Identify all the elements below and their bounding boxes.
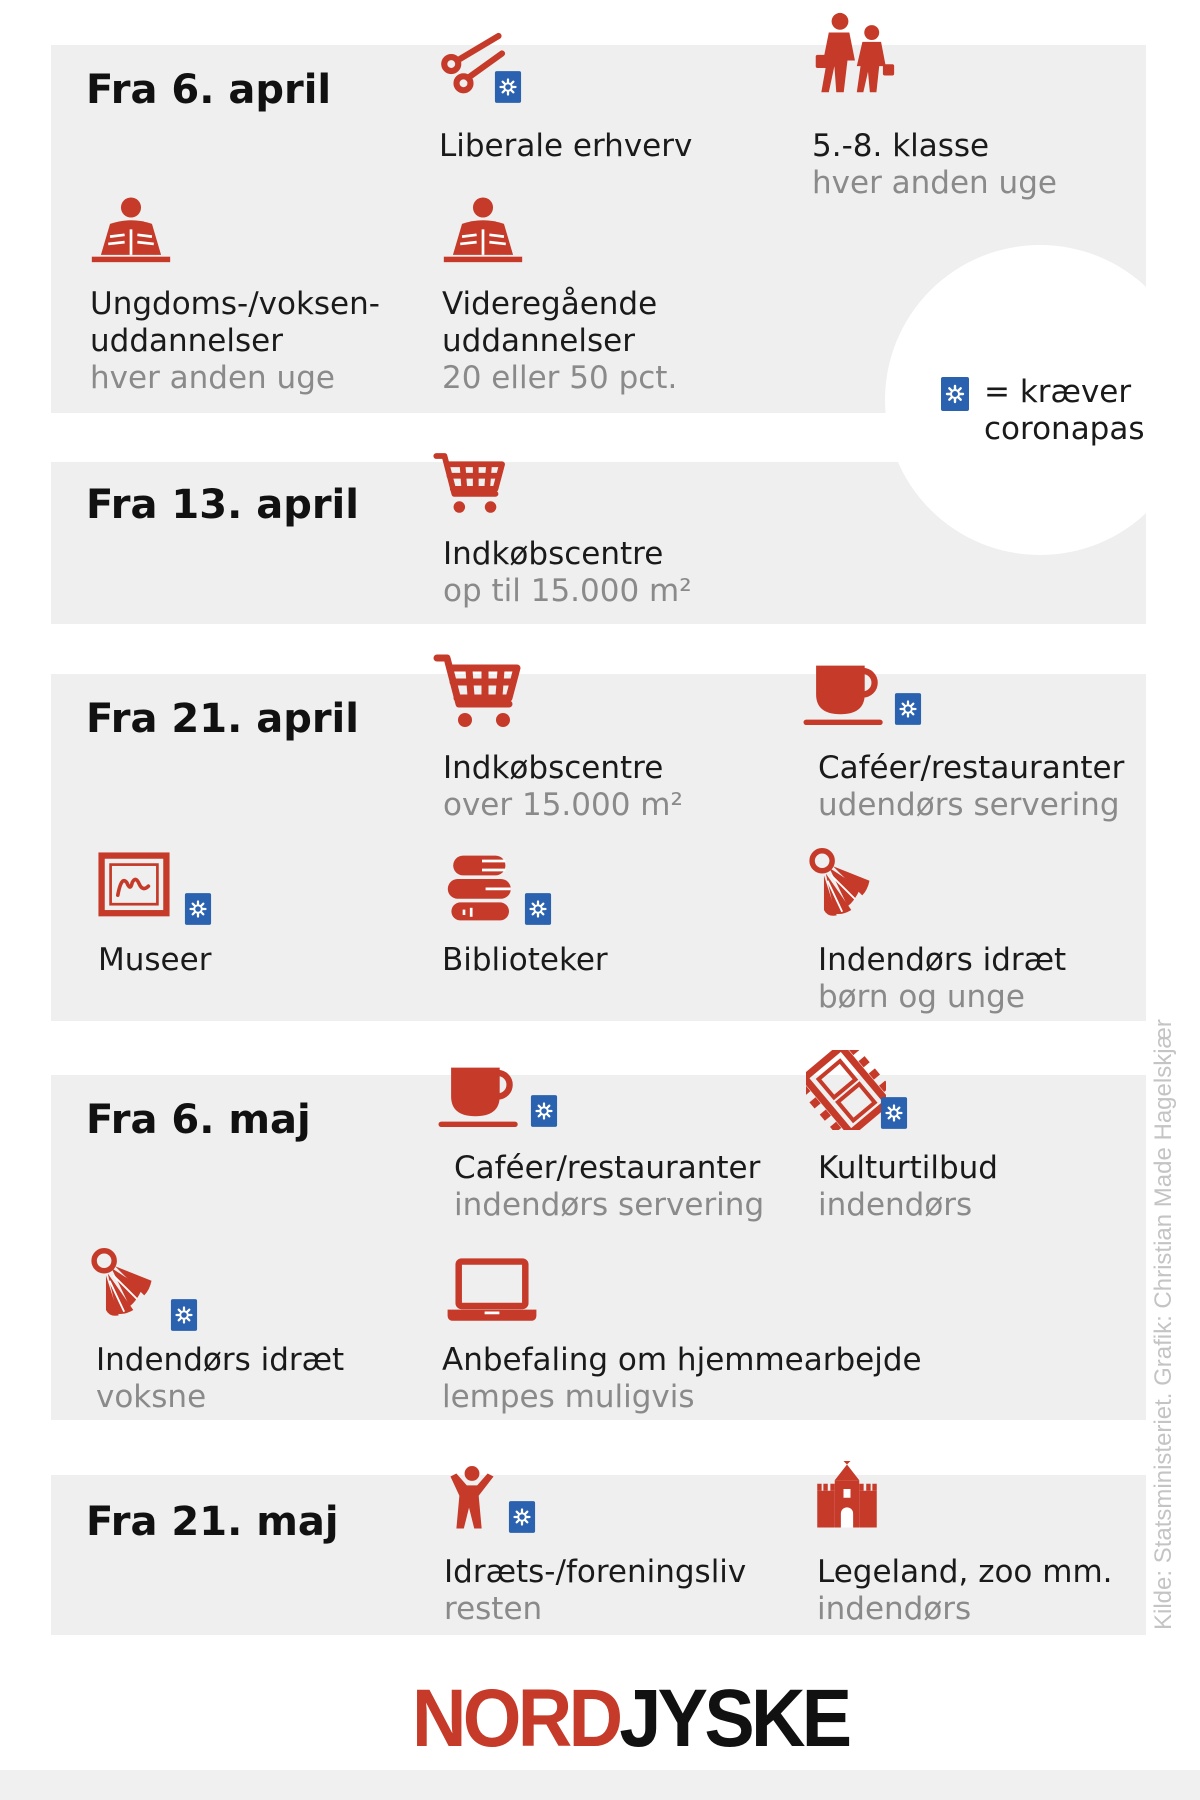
item-indendoers-idraet-voksne xyxy=(88,1248,428,1416)
item-label: Anbefaling om hjemmearbejde xyxy=(442,1342,922,1378)
item-sub: børn og unge xyxy=(818,979,1025,1015)
item-kulturtilbud xyxy=(806,1050,1146,1224)
coronapas-icon xyxy=(508,1500,536,1534)
students-icon xyxy=(812,12,896,96)
books-icon xyxy=(446,852,518,924)
coronapas-icon xyxy=(170,1298,198,1332)
film-strip-icon xyxy=(806,1050,886,1130)
coffee-cup-icon xyxy=(800,662,888,734)
laptop-icon xyxy=(442,1256,542,1330)
item-label: Ungdoms-/voksen- xyxy=(90,286,380,322)
item-museer xyxy=(96,852,436,979)
item-label: Kulturtilbud xyxy=(818,1150,998,1186)
item-cafeer-indendoers xyxy=(436,1064,776,1224)
item-idraets-foreningsliv xyxy=(446,1460,786,1628)
legend-line-2: coronapas xyxy=(984,411,1145,447)
coronapas-icon xyxy=(894,692,922,726)
section-date: Fra 13. april xyxy=(86,482,359,528)
item-sub: hver anden uge xyxy=(812,165,1057,201)
item-label: Museer xyxy=(98,942,212,978)
logo-part-2: JYSKE xyxy=(619,1673,849,1764)
item-label: Biblioteker xyxy=(442,942,608,978)
item-label: Legeland, zoo mm. xyxy=(817,1554,1113,1590)
section-date: Fra 6. maj xyxy=(86,1097,311,1143)
coronapas-icon xyxy=(940,376,970,412)
footer-strip xyxy=(0,1770,1200,1800)
section-date: Fra 6. april xyxy=(86,67,332,113)
item-sub: udendørs servering xyxy=(818,787,1120,823)
coffee-cup-icon xyxy=(436,1064,522,1136)
item-label: Indkøbscentre xyxy=(443,536,664,572)
item-sub: op til 15.000 m² xyxy=(443,573,692,609)
item-liberale-erhverv xyxy=(439,28,779,165)
nordjyske-logo xyxy=(412,1672,848,1766)
logo-part-1: NORD xyxy=(412,1673,620,1764)
coronapas-icon xyxy=(184,892,212,926)
section-date: Fra 21. april xyxy=(86,696,359,742)
item-label: Caféer/restauranter xyxy=(818,750,1125,786)
item-indkoebscentre-over xyxy=(433,650,773,824)
item-hjemmearbejde xyxy=(442,1256,962,1416)
item-sub: over 15.000 m² xyxy=(443,787,683,823)
item-indendoers-idraet-boern xyxy=(806,848,1146,1016)
item-label: Liberale erhverv xyxy=(439,128,693,164)
item-sub: indendørs xyxy=(818,1187,973,1223)
coronapas-icon xyxy=(524,892,552,926)
item-sub: hver anden uge xyxy=(90,360,335,396)
item-label: Indendørs idræt xyxy=(818,942,1067,978)
item-ungdoms-voksen xyxy=(90,196,430,397)
item-indkoebscentre-op-til xyxy=(433,450,773,610)
item-legeland-zoo xyxy=(812,1456,1152,1628)
person-jumping-icon xyxy=(446,1460,498,1536)
item-videregaaende xyxy=(442,196,782,397)
item-label: Caféer/restauranter xyxy=(454,1150,761,1186)
item-label: Idræts-/foreningsliv xyxy=(444,1554,747,1590)
item-sub: indendørs servering xyxy=(454,1187,765,1223)
item-sub: 20 eller 50 pct. xyxy=(442,360,678,396)
item-label-2: uddannelser xyxy=(442,323,635,359)
item-label-2: uddannelser xyxy=(90,323,283,359)
shuttlecock-icon xyxy=(806,848,882,930)
item-sub: resten xyxy=(444,1591,543,1627)
reader-icon xyxy=(442,196,524,270)
item-sub: voksne xyxy=(96,1379,207,1415)
shopping-cart-icon xyxy=(433,450,507,518)
item-label: Indkøbscentre xyxy=(443,750,664,786)
item-label: Indendørs idræt xyxy=(96,1342,345,1378)
item-sub: lempes muligvis xyxy=(442,1379,695,1415)
item-label: Videregående xyxy=(442,286,658,322)
castle-icon xyxy=(812,1456,882,1536)
section-date: Fra 21. maj xyxy=(86,1499,339,1545)
shopping-cart-icon xyxy=(433,650,523,734)
source-credit: Kilde: Statsministeriet. Grafik: Christian Made Hagelskjær xyxy=(1150,1019,1177,1630)
item-5-8-klasse xyxy=(812,12,1152,202)
museum-painting-icon xyxy=(96,852,172,924)
legend-line-1: = kræver xyxy=(984,374,1132,410)
shuttlecock-icon xyxy=(88,1248,164,1330)
coronapas-icon xyxy=(530,1094,558,1128)
reader-icon xyxy=(90,196,172,270)
item-cafeer-udendoers xyxy=(800,662,1140,824)
item-biblioteker xyxy=(442,852,786,979)
item-label: 5.-8. klasse xyxy=(812,128,990,164)
coronapas-icon xyxy=(494,70,522,104)
item-sub: indendørs xyxy=(817,1591,972,1627)
coronapas-icon xyxy=(880,1096,908,1130)
legend-text xyxy=(984,374,1145,448)
